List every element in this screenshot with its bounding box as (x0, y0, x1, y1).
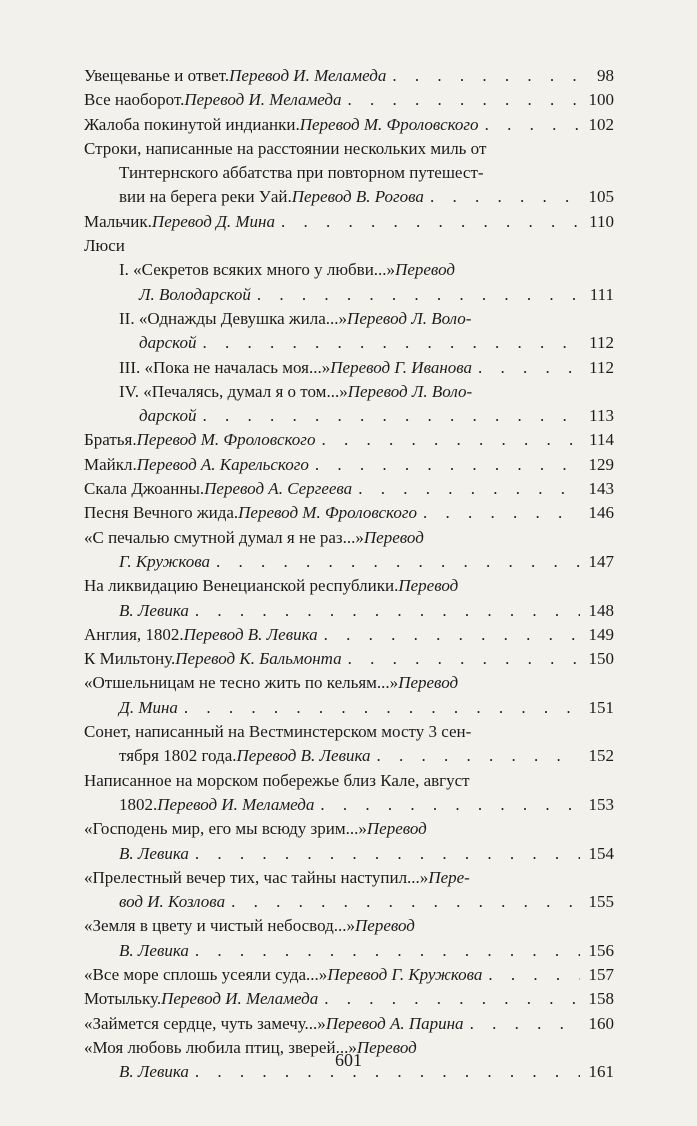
dot-leader (202, 404, 580, 428)
dot-leader (392, 64, 580, 88)
translator-credit: Перевод И. Меламеда (157, 794, 315, 814)
toc-line (84, 842, 614, 866)
entry-page-number: 114 (589, 430, 614, 450)
translator-credit: Перевод (398, 576, 459, 596)
toc-line (84, 185, 614, 209)
dot-leader (216, 550, 580, 574)
entry-page-number: 146 (588, 503, 614, 523)
toc-entry (84, 963, 614, 987)
translator-credit: Л. Володарской (139, 284, 251, 304)
translator-credit: Перевод Л. Воло- (347, 381, 473, 401)
toc-line (84, 283, 614, 307)
toc-entry (84, 137, 614, 210)
toc-entry (84, 623, 614, 647)
entry-title: тября 1802 года. (119, 746, 237, 766)
entry-title: Увещеванье и ответ. (84, 66, 230, 85)
translator-credit: Перевод (355, 916, 415, 936)
entry-title: Скала Джоанны. (84, 479, 205, 499)
toc-line (84, 914, 614, 938)
dot-leader (257, 283, 580, 307)
toc-entry (84, 987, 614, 1011)
dot-leader (485, 113, 580, 137)
toc-line (84, 1012, 614, 1036)
toc-line (84, 380, 614, 404)
dot-leader (195, 939, 580, 963)
translator-credit: В. Левика (119, 843, 189, 863)
entry-page-number: 155 (588, 892, 614, 912)
dot-leader (315, 453, 580, 477)
entry-title: Строки, написанные на расстоянии нескольких миль от (84, 138, 487, 158)
toc-entry (84, 380, 614, 429)
entry-title: I. «Секретов всяких много у любви...» (119, 260, 396, 280)
entry-title: Песня Вечного жида. (84, 503, 239, 523)
toc-entry (84, 477, 614, 501)
translator-credit: Перевод (366, 819, 427, 839)
toc-line (84, 866, 614, 890)
translator-credit: Перевод М. Фроловского (238, 503, 417, 523)
toc-line (84, 939, 614, 963)
toc-line (84, 987, 614, 1011)
toc-line (84, 477, 614, 501)
entry-title: Люси (84, 236, 125, 256)
entry-title: «Займется сердце, чуть замечу...» (84, 1013, 326, 1033)
dot-leader (321, 428, 580, 452)
dot-leader (430, 185, 580, 209)
dot-leader (195, 599, 580, 623)
translator-credit: В. Левика (119, 1062, 189, 1082)
toc-entry (84, 113, 614, 137)
entry-title: «Отшельницам не тесно жить по кельям...» (84, 673, 399, 693)
toc-entry (84, 88, 614, 112)
translator-credit: Перевод И. Меламеда (229, 66, 387, 85)
translator-credit: Перевод М. Фроловского (299, 114, 479, 134)
entry-title: «Земля в цвету и чистый небосвод...» (84, 916, 355, 936)
entry-page-number: 161 (588, 1062, 614, 1082)
toc-line (84, 307, 614, 331)
entry-page-number: 152 (588, 746, 614, 766)
dot-leader (195, 842, 580, 866)
toc-entry (84, 428, 614, 452)
toc-line (84, 356, 614, 380)
entry-page-number: 98 (597, 66, 614, 85)
entry-page-number: 129 (588, 454, 614, 474)
translator-credit: вод И. Козлова (119, 892, 226, 912)
entry-page-number: 112 (589, 333, 614, 353)
translator-credit: Перевод (356, 1037, 417, 1057)
entry-title: «Господень мир, его мы всюду зрим...» (84, 819, 367, 839)
entry-page-number: 149 (588, 624, 614, 644)
toc-line (84, 453, 614, 477)
toc-entry (84, 258, 614, 307)
toc-entry (84, 866, 614, 915)
dot-leader (231, 890, 580, 914)
toc-line (84, 234, 614, 258)
entry-title: Тинтернского аббатства при повторном путешест- (119, 163, 484, 183)
entry-title: III. «Пока не началась моя...» (119, 357, 331, 377)
toc-entry (84, 914, 614, 963)
entry-title: К Мильтону. (84, 649, 176, 669)
toc-entry (84, 64, 614, 88)
translator-credit: Перевод А. Сергеева (204, 479, 353, 499)
translator-credit: дарской (139, 406, 197, 426)
toc-line (84, 64, 614, 88)
entry-page-number: 154 (588, 843, 614, 863)
toc-line (84, 696, 614, 720)
entry-title: «Все море сплошь усеяли суда...» (84, 964, 328, 984)
dot-leader (423, 501, 580, 525)
entry-page-number: 102 (588, 114, 614, 134)
entry-title: Все наоборот. (84, 90, 185, 110)
toc-line (84, 331, 614, 355)
translator-credit: Перевод В. Левика (236, 746, 371, 766)
entry-title: Жалоба покинутой индианки. (84, 114, 300, 134)
translator-credit: Перевод (395, 260, 455, 280)
entry-title: Сонет, написанный на Вестминстерском мосту 3 сен- (84, 722, 472, 742)
translator-credit: Перевод К. Бальмонта (175, 649, 342, 669)
entry-page-number: 160 (588, 1013, 614, 1033)
toc-line (84, 599, 614, 623)
entry-title: IV. «Печалясь, думал я о том...» (119, 381, 348, 401)
dot-leader (488, 963, 580, 987)
entry-title: 1802. (119, 794, 158, 814)
page-number: 601 (335, 1050, 362, 1070)
translator-credit: Перевод М. Фроловского (136, 430, 316, 450)
translator-credit: Перевод Л. Воло- (347, 308, 472, 328)
entry-title: II. «Однажды Девушка жила...» (119, 308, 348, 328)
dot-leader (470, 1012, 580, 1036)
toc-entry (84, 307, 614, 356)
toc-entry (84, 720, 614, 769)
entry-page-number: 113 (589, 406, 614, 426)
entry-page-number: 158 (588, 989, 614, 1009)
entry-title: вии на берега реки Уай. (119, 187, 292, 207)
entry-title: «Моя любовь любила птиц, зверей...» (84, 1037, 357, 1057)
toc-line (84, 113, 614, 137)
dot-leader (348, 88, 580, 112)
toc-line (84, 137, 614, 161)
entry-page-number: 151 (588, 697, 614, 717)
translator-credit: Перевод А. Парина (325, 1013, 464, 1033)
translator-credit: Перевод Д. Мина (151, 211, 275, 231)
entry-title: «С печалью смутной думал я не раз...» (84, 527, 364, 547)
translator-credit: Перевод В. Рогова (291, 187, 424, 207)
toc-line (84, 428, 614, 452)
toc-entry (84, 356, 614, 380)
translator-credit: Перевод Г. Кружкова (327, 964, 483, 984)
dot-leader (184, 696, 580, 720)
translator-credit: Перевод И. Меламеда (184, 90, 342, 110)
translator-credit: В. Левика (119, 940, 189, 960)
toc-entry (84, 210, 614, 234)
toc-line (84, 526, 614, 550)
translator-credit: Пере- (428, 867, 470, 887)
toc-entry (84, 769, 614, 818)
dot-leader (324, 623, 580, 647)
entry-title: Майкл. (84, 454, 137, 474)
toc-line (84, 744, 614, 768)
entry-page-number: 110 (589, 211, 614, 231)
toc-line (84, 769, 614, 793)
dot-leader (358, 477, 580, 501)
entry-page-number: 150 (588, 649, 614, 669)
entry-page-number: 153 (588, 794, 614, 814)
toc-entry (84, 501, 614, 525)
toc-line (84, 623, 614, 647)
translator-credit: В. Левика (119, 600, 189, 620)
entry-page-number: 100 (588, 90, 614, 110)
toc-entry (84, 1012, 614, 1036)
toc-line (84, 88, 614, 112)
toc-entry (84, 574, 614, 623)
toc-line (84, 501, 614, 525)
toc-entry (84, 526, 614, 575)
toc-line (84, 817, 614, 841)
translator-credit: Перевод (398, 673, 459, 693)
toc-line (84, 671, 614, 695)
dot-leader (281, 210, 580, 234)
toc-line (84, 404, 614, 428)
entry-title: На ликвидацию Венецианской республики. (84, 576, 399, 596)
entry-page-number: 156 (588, 940, 614, 960)
toc-line (84, 793, 614, 817)
toc-entry (84, 671, 614, 720)
entry-title: Братья. (84, 430, 137, 450)
dot-leader (348, 647, 580, 671)
dot-leader (202, 331, 580, 355)
toc-line (84, 550, 614, 574)
entry-page-number: 147 (588, 551, 614, 571)
toc-line (84, 210, 614, 234)
entry-title: Англия, 1802. (84, 624, 184, 644)
translator-credit: Д. Мина (119, 697, 178, 717)
dot-leader (320, 793, 580, 817)
toc-entry (84, 817, 614, 866)
entry-page-number: 111 (589, 284, 614, 304)
entry-page-number: 157 (588, 964, 614, 984)
dot-leader (377, 744, 581, 768)
translator-credit: Перевод И. Меламеда (161, 989, 319, 1009)
table-of-contents (84, 64, 614, 1084)
entry-page-number: 143 (588, 479, 614, 499)
toc-line (84, 647, 614, 671)
toc-line (84, 720, 614, 744)
translator-credit: Перевод Г. Иванова (330, 357, 473, 377)
toc-entry (84, 453, 614, 477)
entry-page-number: 105 (588, 187, 614, 207)
entry-page-number: 148 (588, 600, 614, 620)
entry-title: Написанное на морском побережье близ Кале, август (84, 770, 470, 790)
entry-title: «Прелестный вечер тих, час тайны наступил...» (84, 867, 429, 887)
toc-entry (84, 234, 614, 258)
toc-line (84, 161, 614, 185)
translator-credit: Г. Кружкова (119, 551, 210, 571)
translator-credit: дарской (139, 333, 197, 353)
toc-entry (84, 647, 614, 671)
toc-line (84, 258, 614, 282)
toc-line (84, 574, 614, 598)
dot-leader (478, 356, 580, 380)
dot-leader (324, 987, 580, 1011)
entry-page-number: 112 (589, 357, 614, 377)
entry-title: Мальчик. (84, 211, 152, 231)
entry-title: Мотыльку. (84, 989, 162, 1009)
translator-credit: Перевод А. Карельского (136, 454, 309, 474)
toc-line (84, 890, 614, 914)
translator-credit: Перевод В. Левика (183, 624, 318, 644)
translator-credit: Перевод (363, 527, 424, 547)
toc-line (84, 963, 614, 987)
